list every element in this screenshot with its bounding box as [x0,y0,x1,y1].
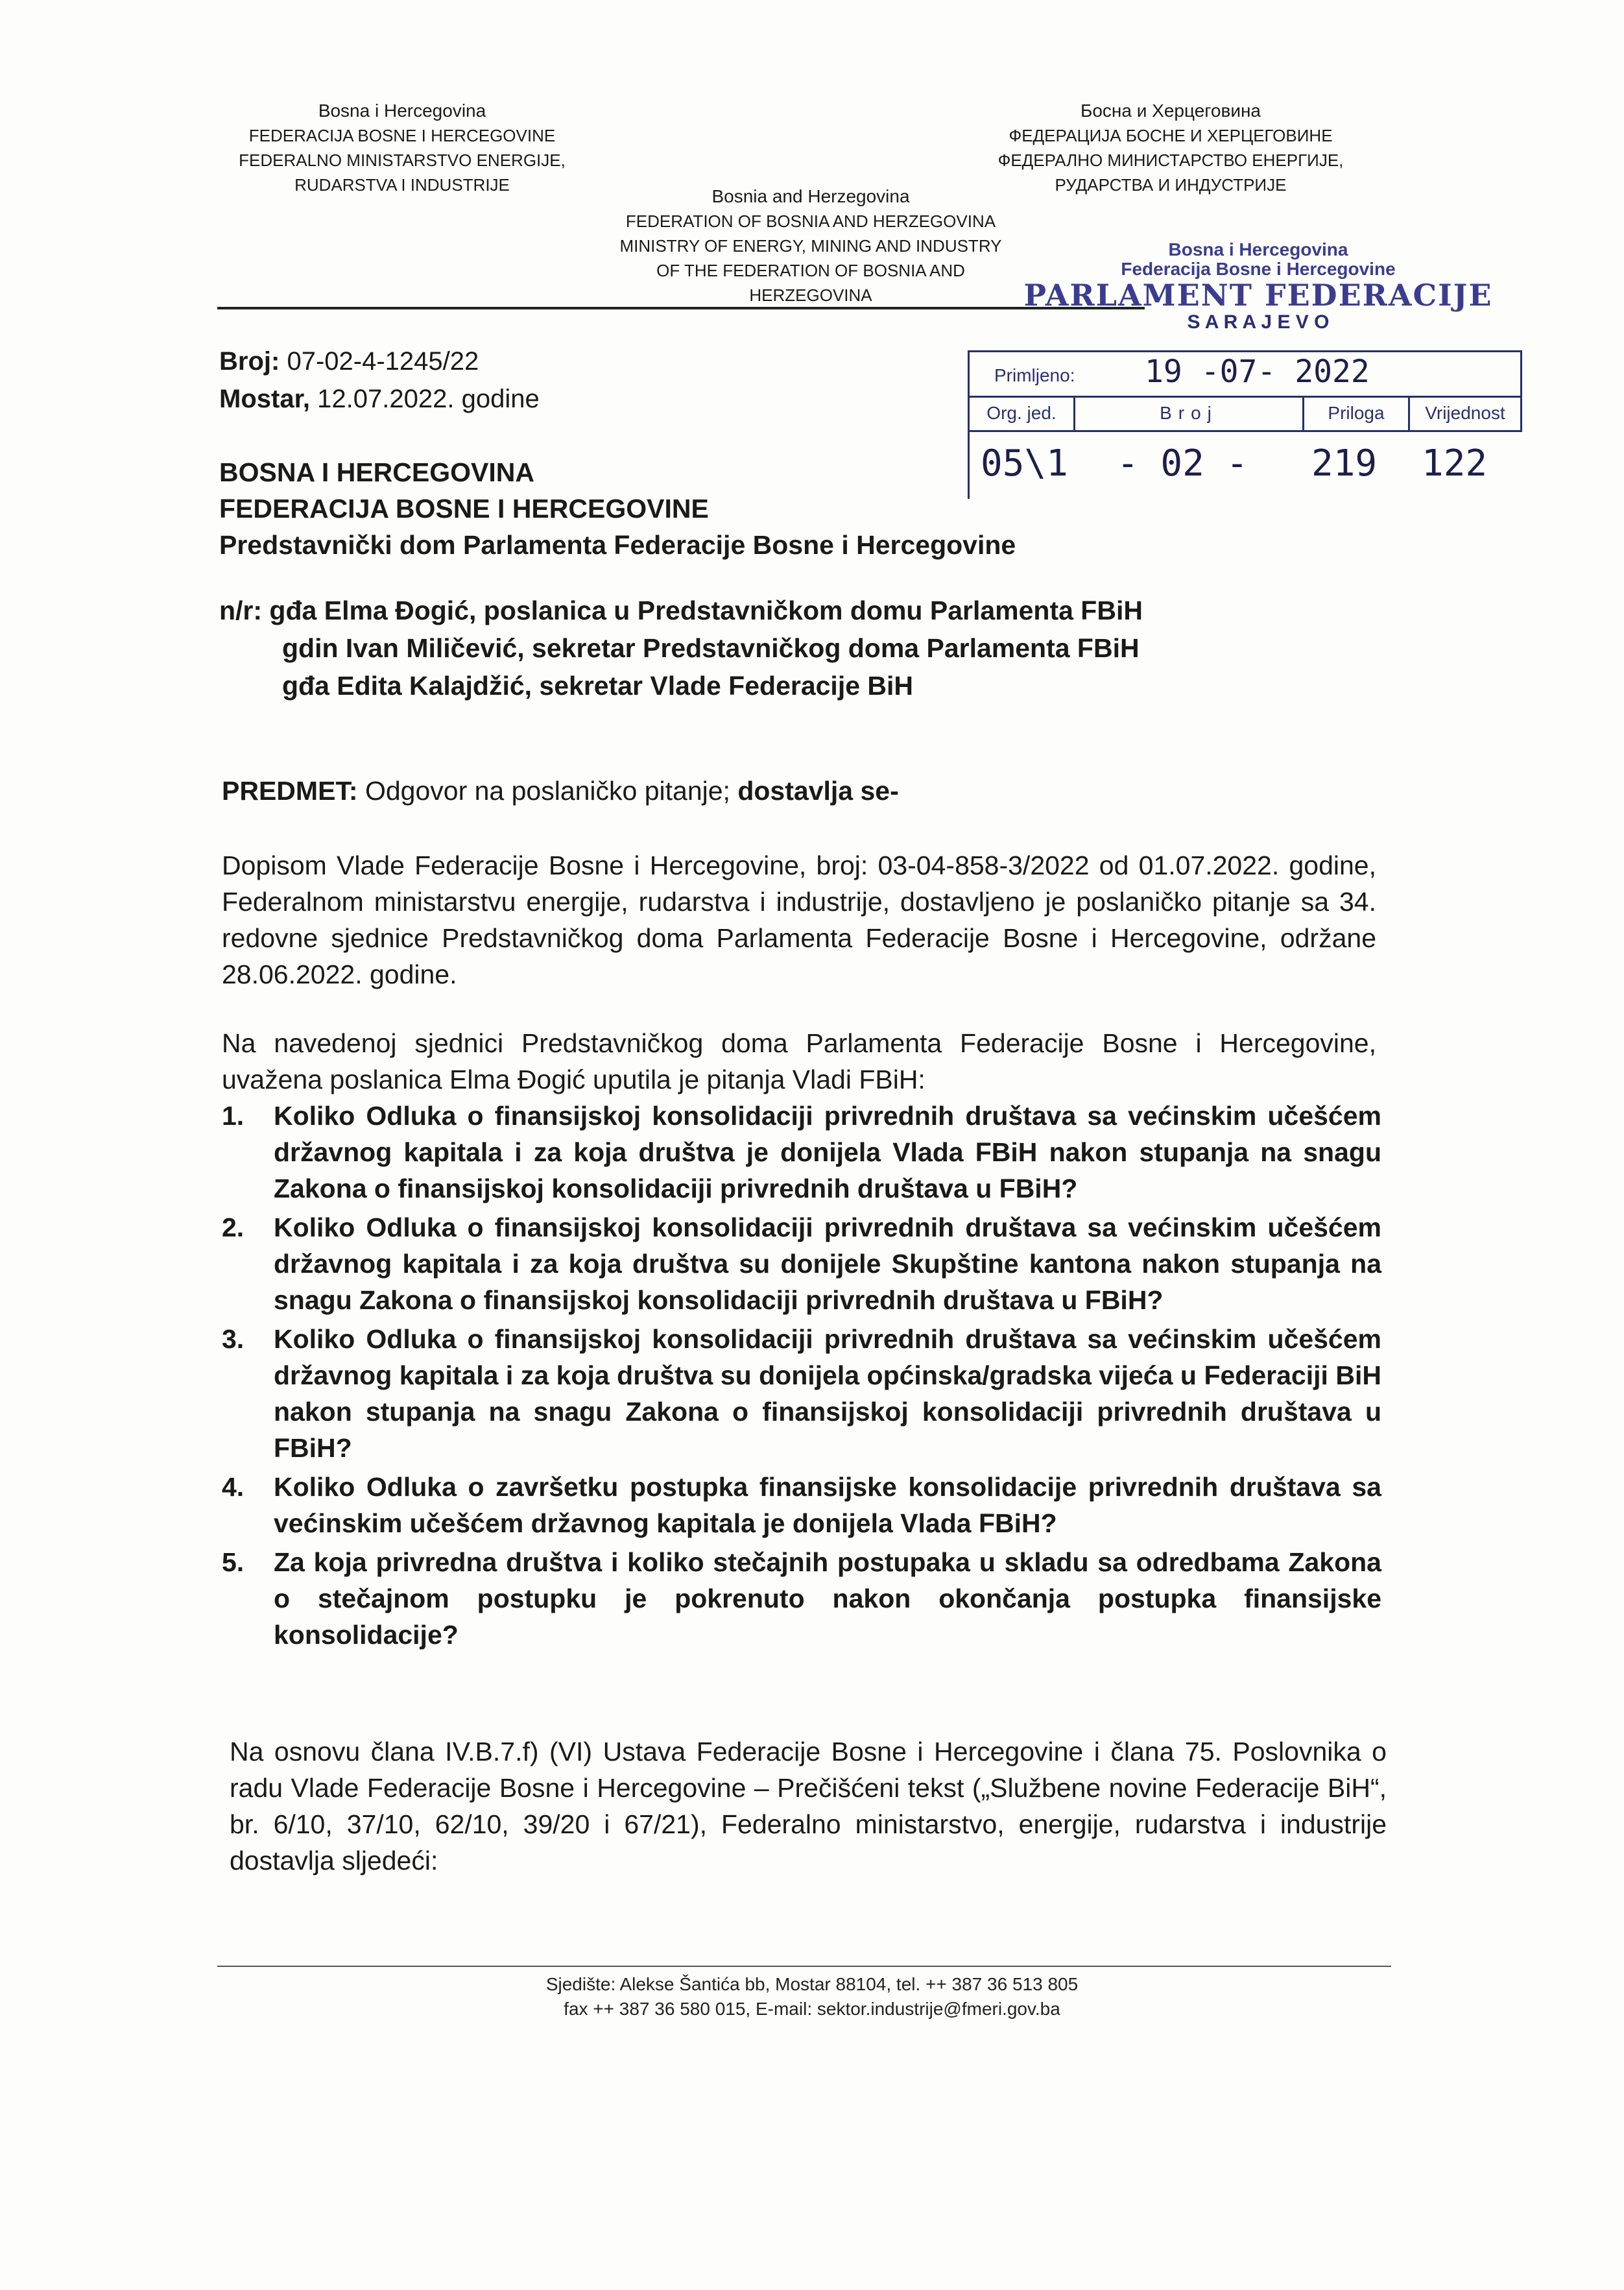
stamp-value3: 219 [1311,442,1378,485]
header-divider [217,307,1145,309]
attention-line2: gdin Ivan Miličević, sekretar Predstavničkog doma Parlamenta FBiH [282,633,1140,663]
broj-value: 07-02-4-1245/22 [287,347,479,376]
reference-date [219,380,540,418]
header-right-line3: ФЕДЕРАЛНО МИНИСТАРСТВО ЕНЕРГИЈЕ, [997,151,1344,170]
footer-divider [217,1966,1391,1967]
header-center-line5: HERZEGOVINA [749,285,872,305]
footer-contact: fax ++ 387 36 580 015, E-mail: sektor.industrije@fmeri.gov.ba [564,1999,1060,2019]
header-left-line2: FEDERACIJA BOSNE I HERCEGOVINE [248,126,556,145]
stamp-line3: PARLAMENT FEDERACIJE [1023,278,1493,313]
stamp-value4: 122 [1422,442,1488,485]
question-number: 3. [222,1324,245,1354]
recipient-line2: FEDERACIJA BOSNE I HERCEGOVINE [219,494,709,524]
header-left-line3: FEDERALNO MINISTARSTVO ENERGIJE, [239,151,566,170]
list-item [222,1544,1381,1653]
stamp-grid [968,350,1522,503]
letterhead-right [973,99,1368,197]
date-value: 12.07.2022. godine [317,385,540,413]
stamp-col4-label: Vrijednost [1425,403,1505,423]
header-center-line4: OF THE FEDERATION OF BOSNIA AND [656,261,965,280]
place-label: Mostar, [219,385,311,413]
stamp-received-date: 19 -07- 2022 [1145,354,1370,390]
header-center-line1: Bosnia and Herzegovina [711,186,910,206]
stamp-col2-label: Broj [1160,403,1218,423]
attention-line1: n/r: gđa Elma Đogić, poslanica u Predstavničkom domu Parlamenta FBiH [219,596,1143,625]
stamp-received-row [968,350,1522,398]
subject-line [222,776,899,806]
footer [0,1972,1624,2021]
list-item [222,1209,1381,1318]
stamp-line1: Bosna i Hercegovina [1168,239,1348,259]
stamp-col1-label: Org. jed. [986,403,1057,423]
stamp-col4 [1408,396,1522,432]
attention-block [219,592,1143,705]
attention-line3: gđa Edita Kalajdžić, sekretar Vlade Federacije BiH [282,671,914,701]
recipient-block [219,454,1016,563]
body-paragraph-1: Dopisom Vlade Federacije Bosne i Hercegovine, broj: 03-04-858-3/2022 od 01.07.2022. godine, Federalnom ministarstvu energije, rudarstva i industrije, dostavljeno je poslaničko pitanje sa 34. redovne sjednice Predstavničkog doma Parlamenta Federacije Bosne i Hercegovine, održane 28.06.2022. godine. [222,850,1376,989]
body-paragraph-3: Na osnovu člana IV.B.7.f) (VI) Ustava Federacije Bosne i Hercegovine i člana 75. Poslovnika o radu Vlade Federacije Bosne i Hercegovine – Prečišćeni tekst („Službene novine Federacije BiH“, br. 6/10, 37/10, 62/10, 39/20 i 67/21), Federalno ministarstvo, energije, rudarstva i industrije dostavlja sljedeći: [230,1737,1387,1875]
stamp-line2: Federacija Bosne i Hercegovine [1121,259,1396,279]
footer-address: Sjedište: Alekse Šantića bb, Mostar 88104, tel. ++ 387 36 513 805 [545,1974,1079,1994]
stamp-received-label: Primljeno: [994,365,1075,385]
reference-number [219,343,540,380]
broj-label: Broj: [219,347,280,376]
received-stamp [1012,240,1505,333]
list-item [222,1469,1381,1541]
stamp-value2: - 02 - [1117,442,1248,485]
question-number: 5. [222,1547,245,1577]
header-right-line2: ФЕДЕРАЦИЈА БОСНЕ И ХЕРЦЕГОВИНЕ [1009,126,1333,145]
question-text: Koliko Odluka o finansijskoj konsolidaciji privrednih društava sa većinskim učešćem državnog kapitala i za koja društva su donijela općinska/gradska vijeća u Federaciji BiH nakon stupanja na snagu Zakona o finansijskoj konsolidaciji privrednih društava u FBiH? [274,1324,1381,1463]
questions-list [222,1098,1381,1656]
letterhead-left [221,99,584,197]
subject-label: PREDMET: [222,776,358,806]
recipient-line1: BOSNA I HERCEGOVINA [219,457,534,487]
stamp-col2 [1073,396,1304,432]
reference-block [219,343,540,418]
list-item [222,1321,1381,1466]
recipient-line3: Predstavnički dom Parlamenta Federacije Bosne i Hercegovine [219,530,1016,560]
list-item [222,1098,1381,1207]
header-center-line3: MINISTRY OF ENERGY, MINING AND INDUSTRY [619,236,1002,256]
header-left-line4: RUDARSTVA I INDUSTRIJE [294,175,510,195]
subject-text: Odgovor na poslaničko pitanje; [357,776,738,806]
question-number: 4. [222,1472,245,1502]
question-number: 1. [222,1101,245,1131]
stamp-value1: 05\1 [981,442,1068,485]
question-text: Za koja privredna društva i koliko stečajnih postupaka u skladu sa odredbama Zakona o stečajnom postupku je pokrenuto nakon okončanja postupka finansijske konsolidacije? [274,1547,1381,1650]
subject-suffix: dostavlja se- [737,776,899,806]
header-left-line1: Bosna i Hercegovina [318,101,486,121]
header-right-line4: РУДАРСТВА И ИНДУСТРИЈЕ [1055,175,1287,195]
header-right-line1: Босна и Херцеговина [1080,101,1261,121]
question-text: Koliko Odluka o finansijskoj konsolidaciji privrednih društava sa većinskim učešćem državnog kapitala i za koja društva su donijele Skupštine kantona nakon stupanja na snagu Zakona o finansijskoj konsolidaciji privrednih društava u FBiH? [274,1212,1381,1315]
question-text: Koliko Odluka o završetku postupka finansijske konsolidacije privrednih društava sa većinskim učešćem državnog kapitala je donijela Vlada FBiH? [274,1472,1381,1538]
body-paragraph-2: Na navedenoj sjednici Predstavničkog doma Parlamenta Federacije Bosne i Hercegovine, uvažena poslanica Elma Đogić uputila je pitanja Vladi FBiH: [222,1028,1376,1094]
header-center-line2: FEDERATION OF BOSNIA AND HERZEGOVINA [625,211,996,231]
question-text: Koliko Odluka o finansijskoj konsolidaciji privrednih društava sa većinskim učešćem državnog kapitala i za koja društva je donijela Vlada FBiH nakon stupanja na snagu Zakona o finansijskoj konsolidaciji privrednih društava u FBiH? [274,1101,1381,1203]
stamp-col1 [968,396,1075,432]
stamp-col3 [1302,396,1410,432]
question-number: 2. [222,1212,245,1242]
stamp-col3-label: Priloga [1328,403,1385,423]
stamp-line4: S A R A J E V O [1187,311,1330,333]
letterhead-center [571,184,1051,307]
